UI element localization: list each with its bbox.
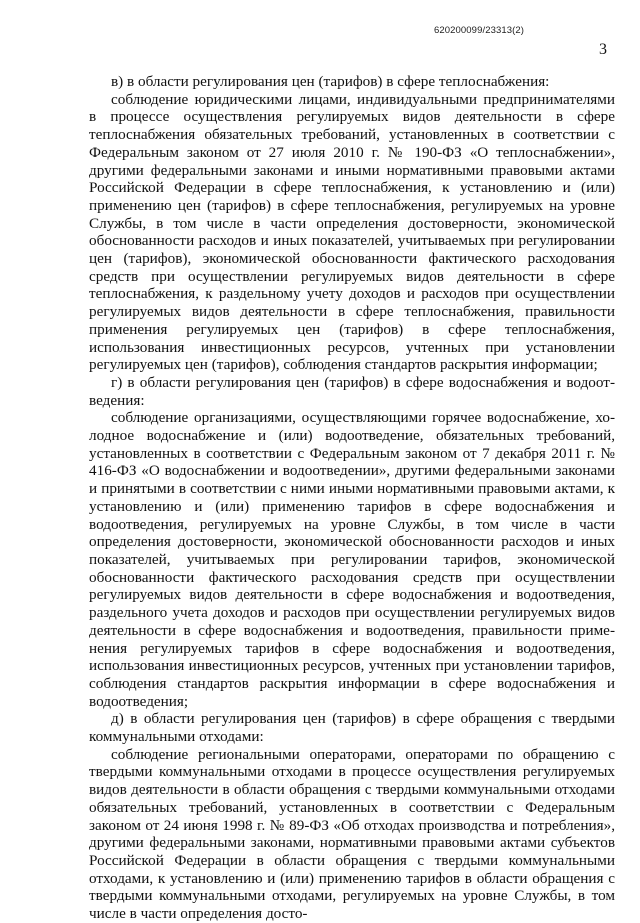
document-id: 620200099/23313(2) (434, 25, 525, 36)
paragraph-waste-heading: д) в области регулирования цен (тарифов) в сфере обращения с твердыми коммунальными отходами: (89, 710, 615, 746)
paragraph-water-supply-text: соблюдение организациями, осуществляющими горячее водоснабжение, холодное водоснабжение и (или) водоотведение, обязательных требований, установленных в соответствии с Федеральным законом от 7 декабря 2011 г. № 416-ФЗ «О водоснабжении и водоотведении», другими федеральными законами и принятыми в соответствии с ними иными нормативными правовыми актами, к установлению и (или) применению тарифов в сфере водоснабжения и водоотведения, регулируемых на уровне Службы, в том числе в части определения достоверности, экономической обоснованности расходов и иных показателей, учитываемых при регулировании тарифов, экономической обоснованности фактического расходования средств при осуществлении регулируемых видов деятельности в сфере водоснабжения и водоотведения, раздельного учета доходов и расходов при осуществлении регулируемых видов деятельности в сфере водоснабжения и водоотведения, правильности применения регулируемых тарифов в сфере водоснабжения и водоотведения, использования инвестиционных ресурсов, учтенных при установлении тарифов, соблюдения стандартов раскрытия информации в сфере водоснабжения и водоотведения; (89, 409, 615, 710)
document-body (89, 73, 615, 923)
page-number: 3 (599, 41, 607, 58)
paragraph-water-supply-heading: г) в области регулирования цен (тарифов) в сфере водоснабжения и водоотведения: (89, 373, 615, 409)
paragraph-heat-supply-text: соблюдение юридическими лицами, индивидуальными предпринимателями в процессе осуществления регулируемых видов деятельности в сфере теплоснабжения обязательных требований, установленных в соответствии с Федеральным законом от 27 июля 2010 г. № 190-ФЗ «О теплоснабжении», другими федеральными законами и иными нормативными правовыми актами Российской Федерации в сфере теплоснабжения, к установлению и (или) применению цен (тарифов) в сфере теплоснабжения, регулируемых на уровне Службы, в том числе в части определения достоверности, экономической обоснованности расходов и иных показателей, учитываемых при регулировании цен (тарифов), экономической обоснованности фактического расходования средств при осуществлении регулируемых видов деятельности в сфере теплоснабжения, к раздельному учету доходов и расходов при осуществлении регулируемых видов деятельности в сфере теплоснабжения, правильности применения регулируемых цен (тарифов) в сфере теплоснабжения, использования инвестиционных ресурсов, учтенных при установлении регулируемых цен (тарифов), соблюдения стандартов раскрытия информации; (89, 90, 615, 374)
paragraph-waste-text: соблюдение региональными операторами, операторами по обращению с твердыми коммунальными отходами в процессе осуществления регулируемых видов деятельности в области обращения с твердыми коммунальными отходами обязательных требований, установленных в соответствии с Федеральным законом от 24 июня 1998 г. № 89-ФЗ «Об отходах производства и потребления», другими федеральными законами, нормативными правовыми актами субъектов Российской Федерации в области обращения с твердыми коммунальными отходами, к установлению и (или) применению тарифов в области обращения с твердыми коммунальными отходами, регулируемых на уровне Службы, в том числе в части определения досто- (89, 745, 615, 923)
paragraph-heat-supply-heading: в) в области регулирования цен (тарифов) в сфере теплоснабжения: (111, 73, 550, 90)
